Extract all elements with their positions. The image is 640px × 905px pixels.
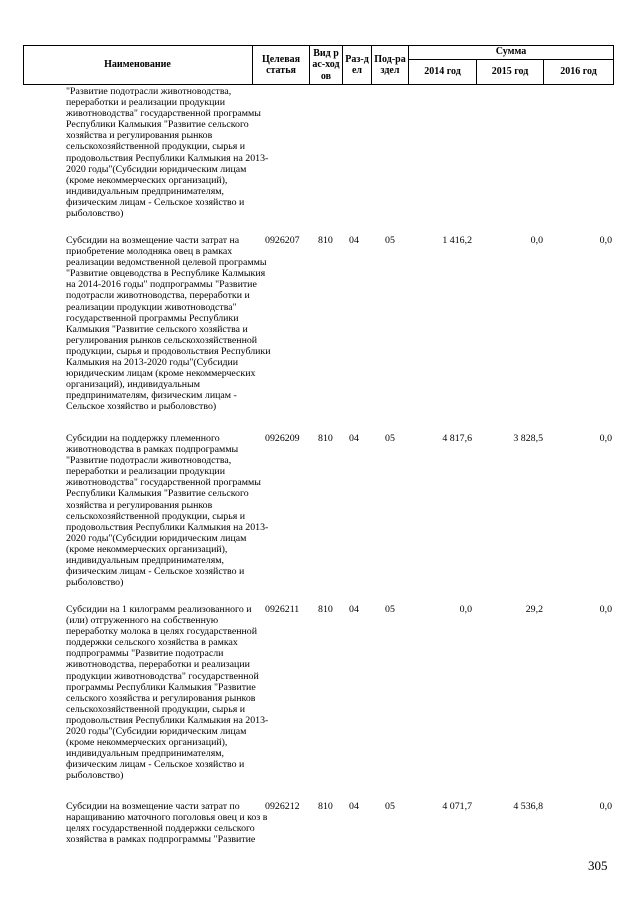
row-sum-2016: 0,0 [599, 433, 612, 444]
row-sum-2014: 4 817,6 [442, 433, 472, 444]
header-2015: 2015 год [491, 66, 529, 78]
row-sum-2016: 0,0 [599, 604, 612, 615]
row-sum-2015: 0,0 [530, 235, 543, 246]
row-sum-2015: 4 536,8 [513, 801, 543, 812]
table-header [23, 45, 614, 85]
row-section: 04 [349, 604, 359, 615]
row-description: Субсидии на 1 килограмм реализованного и (или) отгруженного на собственную переработку молока в целях государственной поддержки сельского хозяйства в рамках подпрограммы "Развитие подотрасли животноводства, переработки и реализации продукции животноводства" государственной программы Республики Калмыкия "Развитие сельского хозяйства и регулирования рынков сельскохозяйственной продукции, сырья и продовольствия Республики Калмыкия на 2013- 2020 годы"(Субсидии юридическим лицам (кроме некоммерческих организаций), индивидуальным предпринимателям, физическим лицам - Сельское хозяйство и рыболовство) [66, 604, 269, 782]
row-sum-2014: 1 416,2 [442, 235, 472, 246]
header-2014: 2014 год [424, 66, 461, 78]
page-number: 305 [588, 858, 608, 873]
row-sum-2014: 0,0 [459, 604, 472, 615]
row-description: Субсидии на поддержку племенного животноводства в рамках подпрограммы "Развитие подотрасли животноводства, переработки и реализации продукции животноводства" государственной программы Республики Калмыкия "Развитие сельского хозяйства и регулирования рынков сельскохозяйственной продукции, сырья и продовольствия Республики Калмыкия на 2013- 2020 годы"(Субсидии юридическим лицам (кроме некоммерческих организаций), индивидуальным предпринимателям, физическим лицам - Сельское хозяйство и рыболовство) [66, 433, 269, 589]
row-section: 04 [349, 235, 359, 246]
row-expense-type: 810 [318, 801, 333, 812]
row-target-code: 0926209 [265, 433, 300, 444]
row-target-code: 0926212 [265, 801, 300, 812]
row-description: "Развитие подотрасли животноводства, переработки и реализации продукции животноводства" государственной программы Республики Калмыкия "Развитие сельского хозяйства и регулирования рынков сельскохозяйственной продукции, сырья и продовольствия Республики Калмыкия на 2013- 2020 годы"(Субсидии юридическим лицам (кроме некоммерческих организаций), индивидуальным предпринимателям, физическим лицам - Сельское хозяйство и рыболовство) [66, 86, 269, 220]
header-2016: 2016 год [560, 66, 597, 78]
row-section: 04 [349, 801, 359, 812]
row-description: Субсидии на возмещение части затрат по наращиванию маточного поголовья овец и коз в целях государственной поддержки сельского хозяйства в рамках подпрограммы "Развитие [66, 801, 268, 846]
header-name: Наименование [104, 59, 171, 71]
row-expense-type: 810 [318, 433, 333, 444]
row-section: 04 [349, 433, 359, 444]
row-subsection: 05 [385, 235, 395, 246]
header-section: Раз-дел [345, 53, 369, 76]
row-sum-2015: 29,2 [525, 604, 543, 615]
row-sum-2014: 4 071,7 [442, 801, 472, 812]
row-target-code: 0926207 [265, 235, 300, 246]
row-expense-type: 810 [318, 235, 333, 246]
header-subsection: Под-раздел [374, 53, 406, 76]
row-subsection: 05 [385, 801, 395, 812]
row-subsection: 05 [385, 433, 395, 444]
row-subsection: 05 [385, 604, 395, 615]
header-target-article: Целевая статья [261, 53, 301, 76]
row-sum-2016: 0,0 [599, 801, 612, 812]
row-sum-2015: 3 828,5 [513, 433, 543, 444]
row-expense-type: 810 [318, 604, 333, 615]
row-description: Субсидии на возмещение части затрат на приобретение молодняка овец в рамках реализации ведомственной целевой программы "Развитие овцеводства в Республике Калмыкия на 2014-2016 годы" подпрограммы "Развитие подотрасли животноводства, переработки и реализации продукции животноводства" государственной программы Республики Калмыкия "Развитие сельского хозяйства и регулирования рынков сельскохозяйственной продукции, сырья и продовольствия Республики Калмыкия на 2013-2020 годы"(Субсидии юридическим лицам (кроме некоммерческих организаций), индивидуальным предпринимателям, физическим лицам - Сельское хозяйство и рыболовство) [66, 235, 271, 413]
row-sum-2016: 0,0 [599, 235, 612, 246]
header-sum: Сумма [495, 46, 527, 58]
header-expense-type: Вид рас-ходов [312, 47, 340, 82]
row-target-code: 0926211 [265, 604, 300, 615]
